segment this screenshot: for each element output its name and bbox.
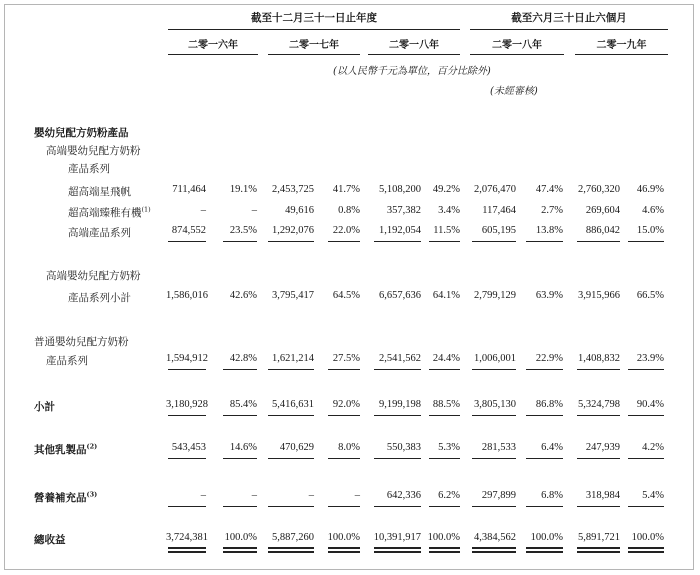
amount-cell-other-dairy: 247,939	[585, 442, 620, 453]
amount-cell-premium-products: 874,552	[171, 225, 206, 236]
underline	[268, 241, 314, 242]
underline	[577, 458, 620, 459]
underline	[268, 506, 314, 507]
unit-note: (以人民幣千元為單位，百分比除外)	[333, 66, 491, 77]
underline	[577, 506, 620, 507]
percent-cell-total: 100.0%	[327, 532, 360, 543]
double-underline	[168, 547, 206, 553]
underline	[328, 415, 360, 416]
amount-cell-subtotal: 5,324,798	[578, 399, 620, 410]
underline	[374, 506, 421, 507]
underline	[628, 506, 664, 507]
amount-cell-super-organic: 269,604	[585, 205, 620, 216]
nutrition-label: 營養補充品$^{(3)}$	[34, 490, 98, 504]
underline	[223, 369, 257, 370]
underline	[577, 241, 620, 242]
amount-cell-super-organic: –	[200, 205, 206, 216]
underline	[577, 415, 620, 416]
underline	[328, 458, 360, 459]
percent-cell-super-organic: 2.7%	[541, 205, 563, 216]
percent-cell-premium-products: 13.8%	[535, 225, 563, 236]
double-underline	[223, 547, 257, 553]
underline	[223, 241, 257, 242]
percent-cell-super-star: 49.2%	[432, 184, 460, 195]
other-dairy-label: 其他乳製品$^{(2)}$	[34, 442, 98, 456]
percent-cell-super-organic: –	[251, 205, 257, 216]
underline	[628, 241, 664, 242]
underline	[429, 415, 460, 416]
year-header-2018-h1: 二零一八年	[470, 36, 564, 55]
amount-cell-total: 10,391,917	[373, 532, 421, 543]
percent-cell-regular: 22.9%	[535, 353, 563, 364]
amount-cell-total: 5,891,721	[578, 532, 620, 543]
regular-series-label-line2: 產品系列	[46, 355, 88, 367]
amount-cell-super-star: 2,453,725	[272, 184, 314, 195]
amount-cell-regular: 1,594,912	[166, 353, 208, 364]
double-underline	[374, 547, 421, 553]
amount-cell-super-organic: 357,382	[386, 205, 421, 216]
underline	[429, 369, 460, 370]
underline	[374, 241, 421, 242]
percent-cell-nutrition: 6.8%	[541, 490, 563, 501]
page-frame	[4, 4, 694, 570]
underline	[168, 458, 206, 459]
percent-cell-other-dairy: 8.0%	[338, 442, 360, 453]
underline	[628, 415, 664, 416]
percent-cell-regular: 23.9%	[636, 353, 664, 364]
amount-cell-subtotal: 5,416,631	[272, 399, 314, 410]
percent-cell-premium-subtotal: 63.9%	[535, 290, 563, 301]
underline	[526, 369, 563, 370]
percent-cell-premium-subtotal: 66.5%	[636, 290, 664, 301]
percent-cell-subtotal: 90.4%	[636, 399, 664, 410]
percent-cell-super-star: 19.1%	[229, 184, 257, 195]
percent-cell-regular: 27.5%	[332, 353, 360, 364]
underline	[268, 415, 314, 416]
premium-products-label: 高端產品系列	[68, 227, 131, 239]
percent-cell-nutrition: 5.4%	[642, 490, 664, 501]
amount-cell-premium-subtotal: 6,657,636	[379, 290, 421, 301]
underline	[472, 369, 516, 370]
underline	[168, 415, 206, 416]
amount-cell-premium-products: 1,292,076	[272, 225, 314, 236]
amount-cell-premium-products: 886,042	[585, 225, 620, 236]
year-header-2017: 二零一七年	[268, 36, 360, 55]
header-full-year-group: 截至十二月三十一日止年度	[168, 10, 460, 30]
underline	[223, 415, 257, 416]
total-revenue-label: 總收益	[34, 534, 66, 546]
percent-cell-subtotal: 85.4%	[229, 399, 257, 410]
underline	[268, 369, 314, 370]
percent-cell-total: 100.0%	[224, 532, 257, 543]
year-header-2016: 二零一六年	[168, 36, 258, 55]
amount-cell-regular: 1,621,214	[272, 353, 314, 364]
amount-cell-premium-subtotal: 3,915,966	[578, 290, 620, 301]
double-underline	[429, 547, 460, 553]
underline	[374, 369, 421, 370]
amount-cell-nutrition: –	[308, 490, 314, 501]
premium-series-label-line1: 高端嬰幼兒配方奶粉	[46, 145, 141, 157]
percent-cell-other-dairy: 4.2%	[642, 442, 664, 453]
amount-cell-premium-subtotal: 2,799,129	[474, 290, 516, 301]
percent-cell-other-dairy: 6.4%	[541, 442, 563, 453]
amount-cell-subtotal: 3,805,130	[474, 399, 516, 410]
underline	[328, 241, 360, 242]
underline	[429, 458, 460, 459]
header-six-months-group: 截至六月三十日止六個月	[470, 10, 668, 30]
percent-cell-super-organic: 0.8%	[338, 205, 360, 216]
amount-cell-super-star: 2,076,470	[474, 184, 516, 195]
underline	[374, 458, 421, 459]
amount-cell-other-dairy: 281,533	[481, 442, 516, 453]
premium-subtotal-label-line2: 產品系列小計	[68, 292, 131, 304]
percent-cell-premium-products: 23.5%	[229, 225, 257, 236]
underline	[526, 506, 563, 507]
unaudited-note: (未經審核)	[490, 86, 538, 97]
amount-cell-other-dairy: 543,453	[171, 442, 206, 453]
double-underline	[472, 547, 516, 553]
underline	[472, 241, 516, 242]
amount-cell-nutrition: 642,336	[386, 490, 421, 501]
percent-cell-total: 100.0%	[427, 532, 460, 543]
underline	[168, 369, 206, 370]
percent-cell-super-star: 41.7%	[332, 184, 360, 195]
amount-cell-regular: 2,541,562	[379, 353, 421, 364]
amount-cell-total: 5,887,260	[272, 532, 314, 543]
percent-cell-super-star: 47.4%	[535, 184, 563, 195]
amount-cell-total: 4,384,562	[474, 532, 516, 543]
percent-cell-super-organic: 4.6%	[642, 205, 664, 216]
percent-cell-subtotal: 88.5%	[432, 399, 460, 410]
underline	[223, 506, 257, 507]
percent-cell-total: 100.0%	[530, 532, 563, 543]
underline	[526, 241, 563, 242]
amount-cell-subtotal: 9,199,198	[379, 399, 421, 410]
underline	[268, 458, 314, 459]
underline	[526, 415, 563, 416]
amount-cell-super-star: 2,760,320	[578, 184, 620, 195]
super-organic-label: 超高端臻稚有機$^{(1)}$	[68, 205, 151, 219]
amount-cell-total: 3,724,381	[166, 532, 208, 543]
amount-cell-other-dairy: 470,629	[279, 442, 314, 453]
amount-cell-premium-subtotal: 1,586,016	[166, 290, 208, 301]
amount-cell-subtotal: 3,180,928	[166, 399, 208, 410]
underline	[168, 506, 206, 507]
percent-cell-subtotal: 86.8%	[535, 399, 563, 410]
percent-cell-nutrition: –	[251, 490, 257, 501]
amount-cell-premium-products: 1,192,054	[379, 225, 421, 236]
amount-cell-premium-products: 605,195	[481, 225, 516, 236]
underline	[472, 415, 516, 416]
underline	[374, 415, 421, 416]
underline	[429, 506, 460, 507]
percent-cell-regular: 42.8%	[229, 353, 257, 364]
year-header-2019-h1: 二零一九年	[575, 36, 668, 55]
year-header-2018: 二零一八年	[368, 36, 460, 55]
amount-cell-super-star: 5,108,200	[379, 184, 421, 195]
amount-cell-super-organic: 49,616	[285, 205, 314, 216]
percent-cell-subtotal: 92.0%	[332, 399, 360, 410]
amount-cell-regular: 1,408,832	[578, 353, 620, 364]
percent-cell-other-dairy: 14.6%	[229, 442, 257, 453]
amount-cell-other-dairy: 550,383	[386, 442, 421, 453]
underline	[429, 241, 460, 242]
percent-cell-premium-subtotal: 42.6%	[229, 290, 257, 301]
double-underline	[526, 547, 563, 553]
underline	[577, 369, 620, 370]
amount-cell-premium-subtotal: 3,795,417	[272, 290, 314, 301]
underline	[328, 369, 360, 370]
amount-cell-super-star: 711,464	[172, 184, 206, 195]
double-underline	[328, 547, 360, 553]
subtotal-label: 小計	[34, 401, 55, 413]
percent-cell-premium-subtotal: 64.1%	[432, 290, 460, 301]
underline	[472, 458, 516, 459]
amount-cell-nutrition: 297,899	[481, 490, 516, 501]
amount-cell-regular: 1,006,001	[474, 353, 516, 364]
double-underline	[268, 547, 314, 553]
underline	[526, 458, 563, 459]
underline	[223, 458, 257, 459]
percent-cell-other-dairy: 5.3%	[438, 442, 460, 453]
percent-cell-premium-products: 22.0%	[332, 225, 360, 236]
percent-cell-nutrition: 6.2%	[438, 490, 460, 501]
underline	[628, 458, 664, 459]
percent-cell-regular: 24.4%	[432, 353, 460, 364]
underline	[328, 506, 360, 507]
amount-cell-nutrition: 318,984	[585, 490, 620, 501]
double-underline	[577, 547, 620, 553]
percent-cell-total: 100.0%	[631, 532, 664, 543]
underline	[168, 241, 206, 242]
percent-cell-premium-products: 15.0%	[636, 225, 664, 236]
amount-cell-super-organic: 117,464	[482, 205, 516, 216]
underline	[628, 369, 664, 370]
super-star-label: 超高端星飛帆	[68, 186, 131, 198]
percent-cell-premium-subtotal: 64.5%	[332, 290, 360, 301]
regular-series-label-line1: 普通嬰幼兒配方奶粉	[34, 336, 129, 348]
percent-cell-premium-products: 11.5%	[433, 225, 460, 236]
percent-cell-super-star: 46.9%	[636, 184, 664, 195]
premium-subtotal-label-line1: 高端嬰幼兒配方奶粉	[46, 270, 141, 282]
double-underline	[628, 547, 664, 553]
amount-cell-nutrition: –	[200, 490, 206, 501]
section-infant-formula: 嬰幼兒配方奶粉產品	[34, 127, 129, 139]
premium-series-label-line2: 產品系列	[68, 163, 110, 175]
percent-cell-super-organic: 3.4%	[438, 205, 460, 216]
percent-cell-nutrition: –	[354, 490, 360, 501]
underline	[472, 506, 516, 507]
